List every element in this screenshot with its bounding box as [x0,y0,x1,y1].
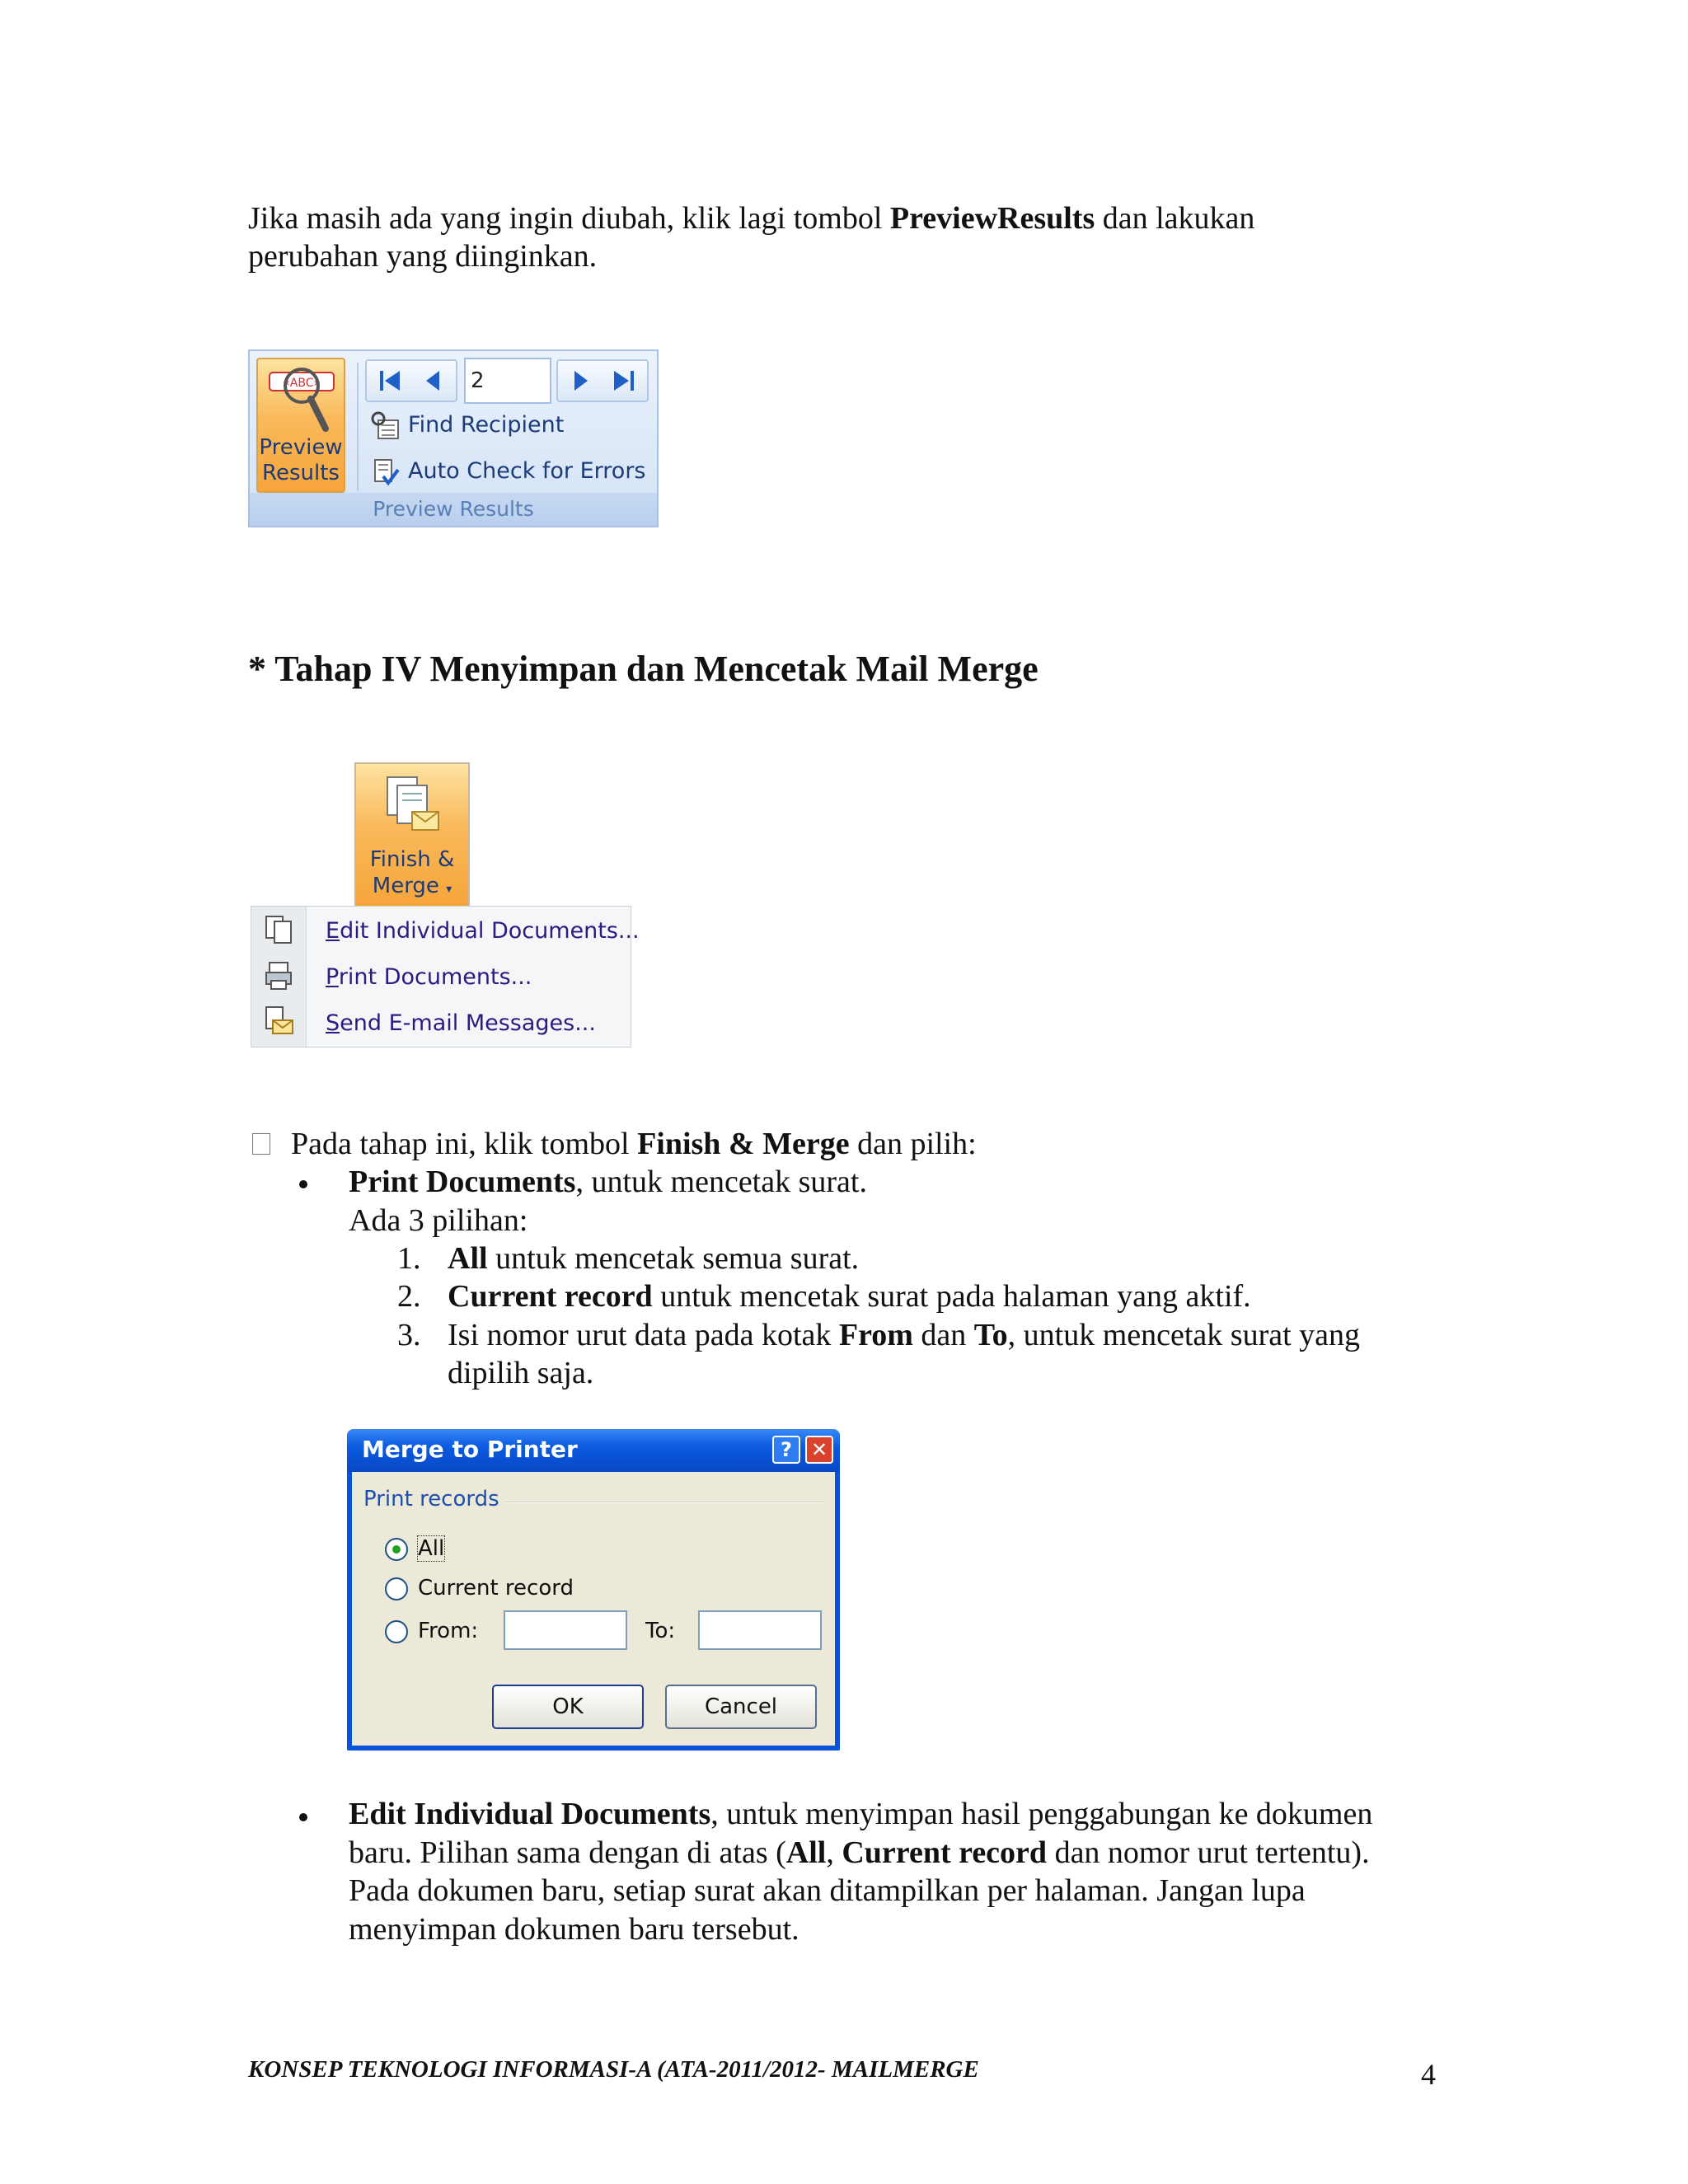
intro-line-1 [248,199,1254,238]
current-record-label[interactable]: Current record [418,1576,574,1601]
group-divider [500,1502,825,1503]
find-recipient-button[interactable]: Find Recipient [408,412,565,438]
bullet-edit-line-3: Pada dokumen baru, setiap surat akan ditampilkan per halaman. Jangan lupa [349,1873,1306,1908]
current-record-radio[interactable] [385,1577,408,1601]
intro-bold-previewresults: PreviewResults [889,201,1095,236]
section-heading: * Tahap IV Menyimpan dan Mencetak Mail Merge [248,649,1039,689]
finish-merge-button[interactable] [354,762,470,907]
ribbon-separator [357,363,359,491]
list-number: 2. [397,1279,421,1314]
first-record-icon[interactable] [373,364,406,397]
to-input[interactable] [698,1610,822,1650]
to-label: To: [645,1619,676,1643]
find-recipient-icon [370,410,401,442]
from-label[interactable]: From: [418,1619,479,1643]
bullet-edit-line-2: baru. Pilihan sama dengan di atas (All, Current record dan nomor urut tertentu). [349,1835,1370,1870]
cancel-button[interactable]: Cancel [665,1685,817,1729]
unicode-box-glyph [252,1133,270,1155]
list-item-current-record: Current record untuk mencetak surat pada halaman yang aktif. [448,1279,1251,1314]
auto-check-errors-icon [370,457,401,488]
list-item-from-to-cont: dipilih saja. [448,1356,594,1390]
svg-text:«ABC»: «ABC» [283,377,321,390]
next-record-icon[interactable] [565,364,598,397]
page-footer: KONSEP TEKNOLOGI INFORMASI-A (ATA-2011/2012- MAILMERGE [248,2056,979,2083]
list-item-all: All untuk mencetak semua surat. [448,1241,860,1276]
bullet-print-documents: Print Documents, untuk mencetak surat. [349,1165,867,1199]
finish-merge-menu [251,906,640,1047]
preview-results-label: Preview Results [259,435,343,485]
bullet-sub-text: Ada 3 pilihan: [349,1203,528,1238]
menu-send-email-messages[interactable]: Send E-mail Messages... [326,1010,596,1036]
list-item-from-to: Isi nomor urut data pada kotak From dan To, untuk mencetak surat yang [448,1318,1361,1352]
edit-documents-icon [263,913,294,944]
list-number: 3. [397,1318,421,1352]
dialog-title-bar [347,1429,840,1472]
bullet-dot [299,1180,307,1188]
finish-merge-icon [379,772,445,838]
bullet-dot [299,1813,307,1821]
intro-text: Jika masih ada yang ingin diubah, klik lagi tombol [248,201,890,236]
ribbon-group-label: Preview Results [250,493,657,526]
intro-text: dan lakukan [1095,201,1255,236]
from-radio[interactable] [385,1620,408,1643]
close-button[interactable]: ✕ [805,1436,833,1464]
help-button[interactable]: ? [772,1436,800,1464]
first-prev-record-buttons [365,359,457,402]
dialog-title: Merge to Printer [362,1436,578,1463]
printer-icon [263,959,294,991]
page-number: 4 [1421,2058,1436,2091]
from-input[interactable] [504,1610,627,1650]
menu-print-documents[interactable]: Print Documents... [326,964,532,990]
intro-line-2: perubahan yang diinginkan. [248,239,598,274]
finish-merge-label: Finish & Merge ▾ [369,847,455,898]
list-number: 1. [397,1241,421,1276]
print-records-group-label: Print records [363,1487,506,1511]
preview-results-ribbon-group [248,349,659,527]
all-radio[interactable] [385,1538,408,1561]
last-record-icon[interactable] [607,364,640,397]
magnifier-abc-icon [265,364,339,440]
previous-record-icon[interactable] [416,364,449,397]
auto-check-errors-button[interactable]: Auto Check for Errors [408,458,646,484]
email-icon [263,1005,294,1037]
dialog-body [352,1472,835,1746]
steps-intro: Pada tahap ini, klik tombol Finish & Merge dan pilih: [291,1127,977,1161]
bullet-edit-line-1: Edit Individual Documents, untuk menyimpan hasil penggabungan ke dokumen [349,1797,1373,1831]
bullet-edit-line-4: menyimpan dokumen baru tersebut. [349,1912,799,1947]
preview-results-button[interactable] [256,358,345,493]
ok-button[interactable]: OK [492,1685,644,1729]
next-last-record-buttons [556,359,649,402]
record-number-input[interactable]: 2 [464,358,551,404]
menu-edit-individual-documents[interactable]: Edit Individual Documents... [326,918,640,944]
merge-to-printer-dialog [347,1429,840,1750]
all-label[interactable]: All [418,1536,445,1561]
